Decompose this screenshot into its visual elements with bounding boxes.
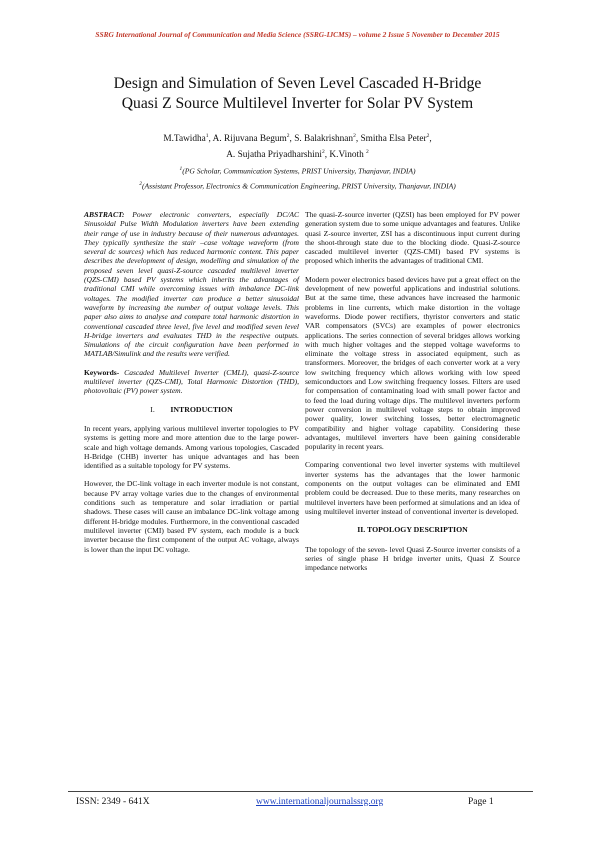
paragraph: The topology of the seven- level Quasi Z-Source inverter consists of a series of single phase H bridge inverter units, Quasi Z Source impedance networks — [305, 544, 520, 573]
title-line-2: Quasi Z Source Multilevel Inverter for Solar PV System — [121, 95, 474, 112]
left-column — [84, 210, 299, 563]
keywords-text: Cascaded Multilevel Inverter (CMLI), quasi-Z-source multilevel inverter (QZS-CMI), Total Harmonic Distortion (THD), photovoltaic (PV) power system. — [84, 367, 299, 396]
paper-title — [60, 74, 535, 114]
section-heading-introduction: I. INTRODUCTION — [150, 404, 233, 414]
journal-header: SSRG International Journal of Communication and Media Science (SSRG-IJCMS) – volume 2 Issue 5 November to December 2015 — [95, 30, 500, 39]
author-list — [80, 130, 515, 162]
abstract — [84, 210, 299, 359]
keywords-label: Keywords- — [84, 367, 120, 377]
author-line-1: M.Tawidha$^1$, A. Rijuvana Begum$^2$, S. Balakrishnan$^2$, Smitha Elsa Peter$^2$, — [163, 133, 432, 145]
footer-page-number: Page 1 — [468, 797, 494, 807]
footer-issn: ISSN: 2349 - 641X — [76, 797, 150, 807]
affiliation-1: $^1$(PG Scholar, Communication Systems, PRIST University, Thanjavur, INDIA) — [179, 166, 416, 176]
section-heading-topology: II. TOPOLOGY DESCRIPTION — [357, 525, 468, 535]
title-line-1: Design and Simulation of Seven Level Cascaded H-Bridge — [113, 75, 482, 92]
paragraph: Modern power electronics based devices have put a great effect on the development of new powerful applications and industrial solutions. But at the same time, these advances have increased the harmonic problems in line currents, which make distortion in the voltage waveforms. Diode power rectifiers, thyristor converters and static VAR compensators (SVCs) are examples of power electronics applications. The series connection of several bridges allows working with much higher voltages and the stepped voltage waveforms to eliminate the voltage stress in associated equipment, such as transformers. Moreover, the bridges of each converter work at a very low switching frequency which allows working with low speed semiconductors and Low switching frequency losses. Filters are used for compensation of contaminating load with small power factor and to feed the load during voltage dips. The multilevel inverters perform power conversion in multilevel voltage steps to obtain improved power quality, lower switching losses, better electromagnetic compatibility and higher voltage capability. Considering these advantages, multilevel inverters have been gaining considerable popularity in recent years. — [305, 274, 520, 452]
footer-journal-link[interactable]: www.internationaljournalssrg.org — [256, 797, 384, 807]
paragraph: However, the DC-link voltage in each inverter module is not constant, because PV array voltage varies due to the changes of environmental conditions such as temperature and solar irradiation or partial shadows. These cases will cause an imbalance DC-link voltage among different H-bridge modules. Furthermore, in the conventional cascaded multilevel inverter (CMI) based PV system, each module is a buck inverter because the first component of the output AC voltage, always is lower than the input DC voltage. — [84, 479, 299, 554]
affiliation-2: $^2$(Assistant Professor, Electronics & Communication Engineering, PRIST University, Thanjavur, INDIA) — [139, 180, 456, 191]
abstract-text: Power electronic converters, especially DC/AC Sinusoidal Pulse Width Modulation inverters have been extending their range of use in industry because of their numerous advantages. They typically synthesize the stair –case voltage waveform (from several dc sources) which has reduced harmonic content. This paper describes the development of design, modelling and simulation of the proposed seven level quasi-Z-source cascaded multilevel inverter (QZS-CMI) based PV systems which inherits the advantages of traditional CMI while overcoming issues with imbalance DC-link voltages. The modified inverter can produce a better sinusoidal waveform by increasing the number of output voltage levels. This paper also aims to analyse and compare total harmonic distortion in conventional cascaded three level, five level and modified seven level H-bridge inverters and evaluates THD in the respective outputs. Simulations of the circuit configuration have been performed in MATLAB/Simulink and the results were verified. — [84, 210, 299, 359]
keywords — [84, 368, 299, 396]
author-line-2: A. Sujatha Priyadharshini$^2$, K.Vinoth $^2$ — [226, 149, 369, 161]
paragraph: The quasi-Z-source inverter (QZSI) has been employed for PV power generation system due to some unique advantages and features. Unlike quasi Z-source inverter, ZSI has a discontinuous input current during the shoot-through state due to the blocking diode. Quasi-Z-source cascaded multilevel inverter (QZS-CMI) based PV systems is proposed which inherits the advantages of traditional CMI. — [305, 210, 520, 266]
affiliations — [30, 163, 565, 192]
abstract-label: ABSTRACT: — [84, 210, 125, 219]
right-column — [305, 210, 520, 581]
paragraph: Comparing conventional two level inverter systems with multilevel inverter systems has the advantages that the lower harmonic components on the output voltages can be eliminated and EMI problem could be decreased. Due to these merits, many researches on multilevel inverters have been performed at simulations and an idea of using multilevel inverter instead of conventional inverter is developed. — [305, 460, 520, 516]
paragraph: In recent years, applying various multilevel inverter topologies to PV systems is getting more and more attention due to the large power-scale and high voltage demands. Among various topologies, Cascaded H-Bridge (CHB) inverter has unique advantages and has been identified as a suitable topology for PV systems. — [84, 423, 299, 471]
footer-divider — [68, 791, 533, 792]
